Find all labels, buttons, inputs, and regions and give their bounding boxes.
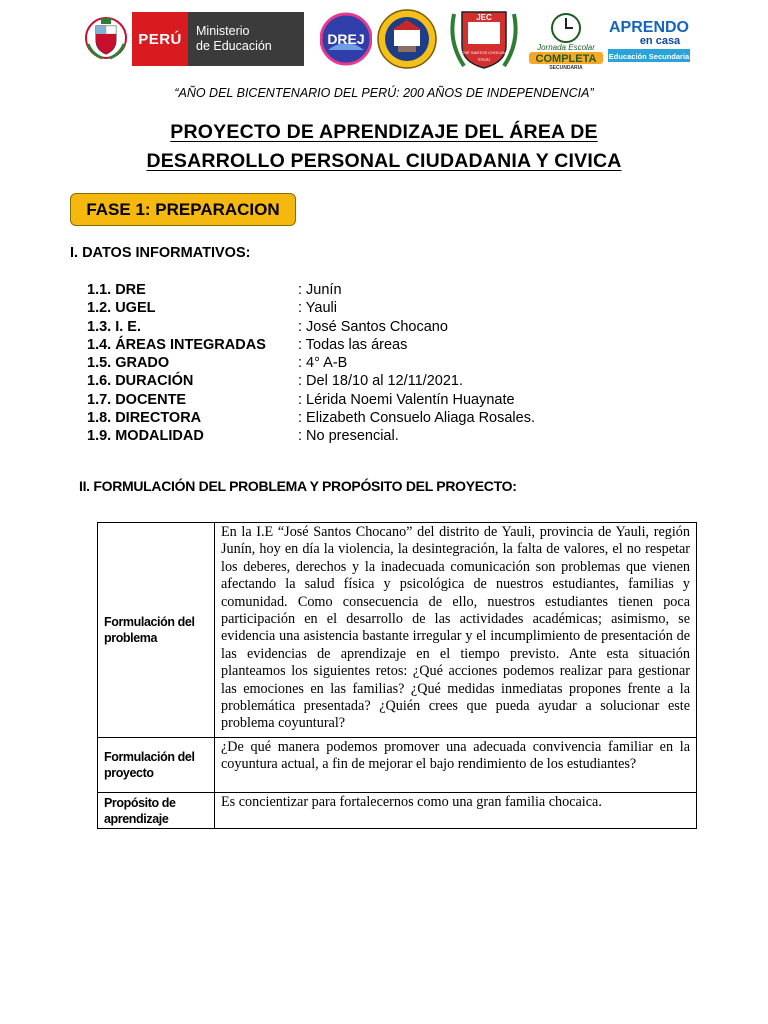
jec-text: JEC bbox=[476, 13, 492, 22]
jec-school-text: JOSÉ SANTOS CHOCANO bbox=[459, 50, 509, 55]
peru-label: PERÚ bbox=[132, 12, 188, 66]
header-logos bbox=[80, 8, 690, 72]
completa-sub-text: SECUNDARIA bbox=[549, 65, 583, 70]
table-row-label: Formulación del proyecto bbox=[98, 738, 215, 793]
info-row bbox=[87, 336, 707, 354]
aprendo-line1-text: APRENDO bbox=[608, 19, 690, 36]
table-row bbox=[98, 793, 697, 829]
aprendo-line2-text: en casa bbox=[639, 35, 681, 47]
info-key: 1.5. GRADO bbox=[87, 355, 170, 372]
info-value: : Elizabeth Consuelo Aliaga Rosales. bbox=[298, 410, 535, 427]
info-value: : Junín bbox=[298, 282, 342, 298]
info-row bbox=[87, 354, 707, 372]
table-row-label: Formulación del problema bbox=[98, 523, 215, 738]
title-line1: PROYECTO DE APRENDIZAJE DEL ÁREA DE bbox=[170, 121, 598, 143]
info-row bbox=[87, 409, 707, 427]
info-value: : Del 18/10 al 12/11/2021. bbox=[298, 373, 463, 390]
info-key: 1.4. ÁREAS INTEGRADAS bbox=[87, 336, 266, 353]
page-title bbox=[0, 118, 768, 176]
info-value: : 4° A-B bbox=[298, 355, 348, 372]
info-row bbox=[87, 427, 707, 445]
info-value: : Yauli bbox=[298, 300, 337, 317]
completa-top-text: Jornada Escolar bbox=[537, 43, 595, 52]
info-value: : José Santos Chocano bbox=[298, 318, 448, 335]
info-row bbox=[87, 318, 707, 336]
problem-table bbox=[97, 522, 697, 829]
table-row-text: En la I.E “José Santos Chocano” del distrito de Yauli, provincia de Yauli, región Junín, hoy en día la violencia, la desintegración, la falta de valores, el no respetar los deberes, derechos y la inadecuada comunicación son problemas que vienen afectando la salud física y psicológica de nuestros estudiantes, familias y comunidad. Como consecuencia de ello, nuestros estudiantes tienen poca participación en el desarrollo de las actividades académicas; asimismo, se evidencia una asistencia bastante irregular y el incumplimiento de presentación de las evidencias de aprendizaje en el tiempo previsto. Ante esta situación planteamos los siguientes retos: ¿Qué acciones podemos realizar para gestionar las emociones en las familias? ¿Qué medidas inmediatas propones frente a la problemática presentada? ¿Quién crees que pueda ayudar a solucionar este problema coyuntural? bbox=[215, 523, 697, 738]
title-line2: DESARROLLO PERSONAL CIUDADANIA Y CIVICA bbox=[146, 150, 622, 172]
info-key: 1.3. I. E. bbox=[87, 318, 141, 335]
info-value: : No presencial. bbox=[298, 428, 399, 445]
peru-coat-of-arms-icon bbox=[80, 12, 132, 66]
ugel-seal-logo bbox=[372, 8, 442, 70]
aprendo-line3-text: Educación Secundaria bbox=[608, 52, 690, 61]
ministry-line1: Ministerio bbox=[196, 24, 250, 38]
info-list bbox=[87, 281, 707, 446]
info-row bbox=[87, 372, 707, 390]
info-value: : Lérida Noemi Valentín Huaynate bbox=[298, 391, 515, 408]
info-row bbox=[87, 391, 707, 409]
info-key: 1.1. DRE bbox=[87, 282, 146, 298]
jec-school-logo bbox=[448, 8, 520, 72]
year-motto: “AÑO DEL BICENTENARIO DEL PERÚ: 200 AÑOS DE INDEPENDENCIA” bbox=[174, 86, 594, 100]
table-row-text: ¿De qué manera podemos promover una adecuada convivencia familiar en la coyuntura actual, a fin de mejorar el bajo rendimiento de los estudiantes? bbox=[215, 738, 697, 793]
drej-logo bbox=[320, 10, 372, 68]
info-key: 1.8. DIRECTORA bbox=[87, 410, 202, 427]
info-value: : Todas las áreas bbox=[298, 336, 408, 353]
info-key: 1.9. MODALIDAD bbox=[87, 428, 204, 445]
info-key: 1.6. DURACIÓN bbox=[87, 373, 194, 390]
drej-text: DREJ bbox=[327, 31, 365, 47]
section-datos-informativos-heading: I. DATOS INFORMATIVOS: bbox=[70, 245, 251, 261]
section-problema-heading: II. FORMULACIÓN DEL PROBLEMA Y PROPÓSITO DEL PROYECTO: bbox=[79, 478, 517, 494]
jec-place-text: YAULI bbox=[477, 57, 491, 62]
table-row bbox=[98, 738, 697, 793]
minedu-logo bbox=[80, 12, 304, 66]
phase-badge: FASE 1: PREPARACION bbox=[70, 193, 296, 226]
jornada-completa-logo bbox=[525, 10, 607, 70]
table-row-label: Propósito de aprendizaje bbox=[98, 793, 215, 829]
ministry-line2: de Educación bbox=[196, 39, 272, 53]
info-key: 1.2. UGEL bbox=[87, 300, 156, 317]
info-key: 1.7. DOCENTE bbox=[87, 391, 187, 408]
info-row bbox=[87, 299, 707, 317]
aprendo-en-casa-logo bbox=[608, 14, 690, 66]
info-row bbox=[87, 281, 707, 299]
ministry-label bbox=[188, 12, 304, 66]
table-row-text: Es concientizar para fortalecernos como una gran familia chocaica. bbox=[215, 793, 697, 829]
completa-main-text: COMPLETA bbox=[535, 53, 597, 65]
table-row bbox=[98, 523, 697, 738]
